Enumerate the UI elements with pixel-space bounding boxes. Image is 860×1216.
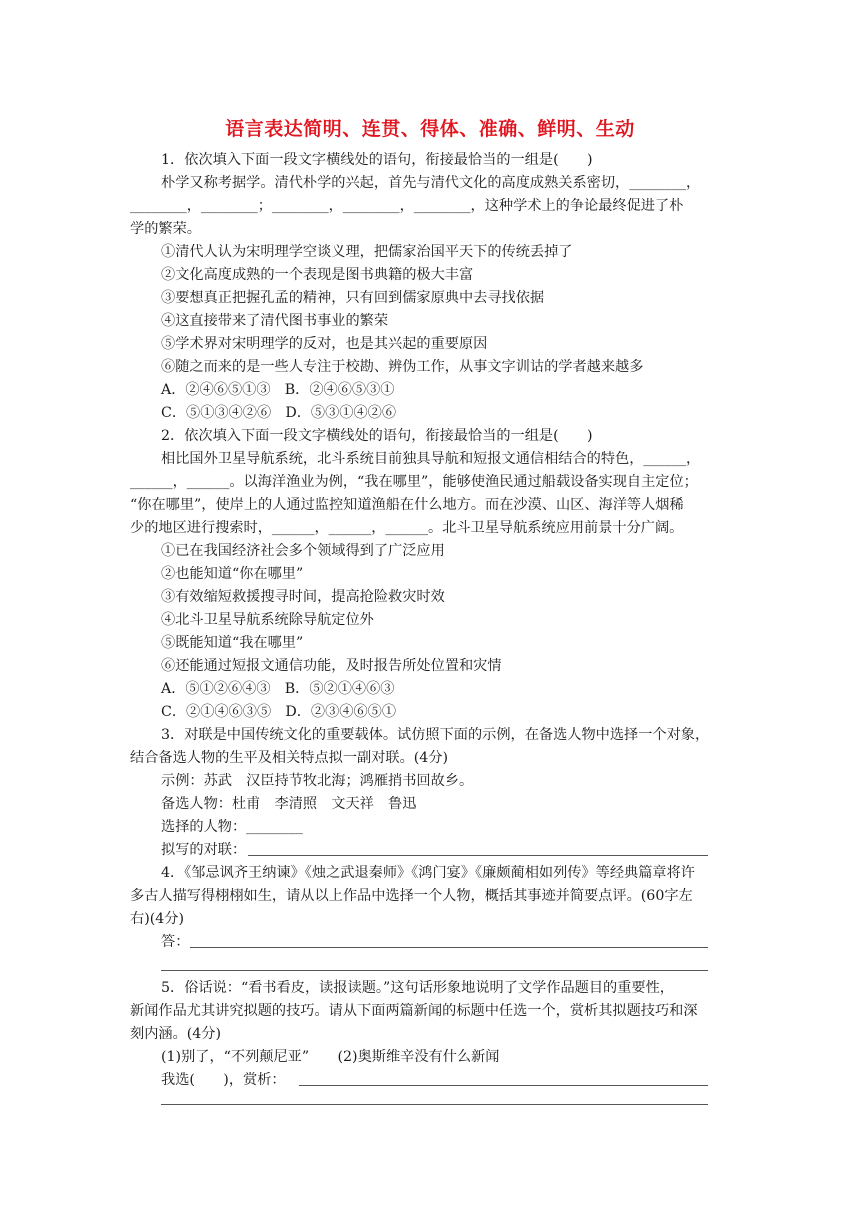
q3-choose-label: 选择的人物：________ [161,819,303,835]
q3-answer-line[interactable] [248,855,708,856]
q3-write-label: 拟写的对联： [161,842,247,858]
q2-options: A．⑤①②⑥④③ B．⑤②①④⑥③ [161,681,395,697]
q1-passage-line: 学的繁荣。 [130,221,201,237]
q4-answer-line[interactable] [161,970,708,971]
q4-answer-line[interactable] [190,947,708,948]
q2-item: ②也能知道“你在哪里” [161,566,304,582]
q2-passage-line: 少的地区进行搜索时，______，______，______。北斗卫星导航系统应用前景十分广阔。 [130,520,684,536]
q2-item: ⑥还能通过短报文通信功能，及时报告所处位置和灾情 [161,658,502,674]
q5-stem: 刻内涵。(4分) [130,1026,222,1042]
q5-choose-label: 我选( )，赏析： [161,1072,286,1088]
q2-stem: 2．依次填入下面一段文字横线处的语句，衔接最恰当的一组是( ) [161,428,593,444]
q1-options: A．②④⑥⑤①③ B．②④⑥⑤③① [161,382,395,398]
q1-item: ⑥随之而来的是一些人专注于校勘、辨伪工作，从事文字训诂的学者越来越多 [161,359,644,375]
q5-stem: 新闻作品尤其讲究拟题的技巧。请从下面两篇新闻的标题中任选一个，赏析其拟题技巧和深 [130,1003,698,1019]
q1-passage-line: 朴学又称考据学。清代朴学的兴起，首先与清代文化的高度成熟关系密切，________， [161,175,701,191]
q1-passage-line: ________，________；________，________，________，这种学术上的争论最终促进了朴 [130,198,684,214]
q1-item: ⑤学术界对宋明理学的反对，也是其兴起的重要原因 [161,336,488,352]
q2-item: ③有效缩短救援搜寻时间，提高抢险救灾时效 [161,589,445,605]
q1-item: ②文化高度成熟的一个表现是图书典籍的极大丰富 [161,267,474,283]
q3-stem: 结合备选人物的生平及相关特点拟一副对联。(4分) [130,750,449,766]
q2-passage-line: “你在哪里”，使岸上的人通过监控知道渔船在什么地方。而在沙漠、山区、海洋等人烟稀 [130,497,684,513]
q3-stem: 3．对联是中国传统文化的重要载体。试仿照下面的示例，在备选人物中选择一个对象， [161,727,710,743]
q2-item: ⑤既能知道“我在哪里” [161,635,304,651]
q3-candidates: 备选人物：杜甫 李清照 文天祥 鲁迅 [161,796,417,812]
q5-stem: 5．俗话说：“看书看皮，读报读题。”这句话形象地说明了文学作品题目的重要性， [161,980,674,996]
q4-stem: 多古人描写得栩栩如生，请从以上作品中选择一个人物，概括其事迹并简要点评。(60字左 [130,888,693,904]
q3-example: 示例：苏武 汉臣持节牧北海；鸿雁捎书回故乡。 [161,773,474,789]
q5-answer-line[interactable] [299,1085,708,1086]
q2-options: C．②①④⑥③⑤ D．②③④⑥⑤① [161,704,397,720]
q2-passage-line: 相比国外卫星导航系统，北斗系统目前独具导航和短报文通信相结合的特色，______， [161,451,701,467]
q1-options: C．⑤①③④②⑥ D．⑤③①④②⑥ [161,405,397,421]
q4-stem: 右)(4分) [130,911,185,927]
q2-item: ④北斗卫星导航系统除导航定位外 [161,612,374,628]
q2-passage-line: ______，______。以海洋渔业为例，“我在哪里”，能够使渔民通过船载设备实现自主定位； [130,474,698,490]
q4-stem: 4．《邹忌讽齐王纳谏》《烛之武退秦师》《鸿门宴》《廉颇蔺相如列传》等经典篇章将许 [161,865,695,881]
q5-answer-line[interactable] [161,1104,708,1105]
q1-item: ③要想真正把握孔孟的精神，只有回到儒家原典中去寻找依据 [161,290,545,306]
q2-item: ①已在我国经济社会多个领域得到了广泛应用 [161,543,445,559]
q1-item: ④这直接带来了清代图书事业的繁荣 [161,313,389,329]
q4-answer-label: 答： [161,934,190,950]
q5-news-titles: (1)别了，“不列颠尼亚” (2)奥斯维辛没有什么新闻 [161,1049,500,1065]
q1-item: ①清代人认为宋明理学空谈义理，把儒家治国平天下的传统丢掉了 [161,244,573,260]
page-title: 语言表达简明、连贯、得体、准确、鲜明、生动 [225,118,635,140]
q1-stem: 1．依次填入下面一段文字横线处的语句，衔接最恰当的一组是( ) [161,152,593,168]
